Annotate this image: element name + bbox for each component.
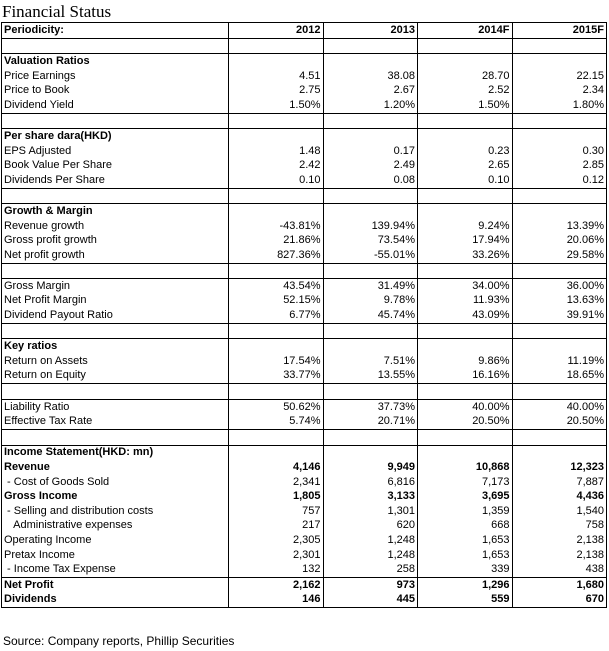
value-cell: 445	[323, 593, 418, 608]
spacer-cell	[418, 188, 513, 204]
value-cell: 40.00%	[418, 399, 513, 414]
value-cell: 559	[418, 593, 513, 608]
table-row	[2, 593, 607, 608]
row-label: Net profit growth	[2, 248, 229, 263]
value-cell: 0.12	[512, 173, 607, 188]
value-cell: 217	[229, 519, 324, 534]
row-label: Pretax Income	[2, 548, 229, 563]
row-label: Revenue growth	[2, 219, 229, 234]
spacer-cell	[418, 384, 513, 400]
value-cell: 2.67	[323, 83, 418, 98]
spacer-cell	[512, 113, 607, 129]
value-cell: 50.62%	[229, 399, 324, 414]
value-cell: 1,359	[418, 504, 513, 519]
empty-cell	[323, 339, 418, 354]
row-label: Price to Book	[2, 83, 229, 98]
table-row	[2, 369, 607, 384]
value-cell: 1,301	[323, 504, 418, 519]
value-cell: 20.50%	[418, 414, 513, 429]
value-cell: 9.24%	[418, 219, 513, 234]
table-row	[2, 489, 607, 504]
value-cell: 1,248	[323, 533, 418, 548]
row-label: - Income Tax Expense	[2, 562, 229, 577]
value-cell: 45.74%	[323, 308, 418, 323]
value-cell: 4.51	[229, 69, 324, 84]
year-header: 2013	[323, 23, 418, 39]
value-cell: 28.70	[418, 69, 513, 84]
row-label: Gross Income	[2, 489, 229, 504]
value-cell: 620	[323, 519, 418, 534]
value-cell: 339	[418, 562, 513, 577]
row-label: EPS Adjusted	[2, 144, 229, 159]
value-cell: 2.65	[418, 158, 513, 173]
value-cell: 1,296	[418, 577, 513, 592]
row-label: Return on Assets	[2, 354, 229, 369]
table-row	[2, 504, 607, 519]
value-cell: 4,436	[512, 489, 607, 504]
value-cell: 36.00%	[512, 279, 607, 294]
value-cell: 43.09%	[418, 308, 513, 323]
row-label: Return on Equity	[2, 369, 229, 384]
spacer-cell	[2, 323, 229, 339]
spacer-cell	[2, 384, 229, 400]
spacer-cell	[2, 113, 229, 129]
row-label: Dividend Payout Ratio	[2, 308, 229, 323]
table-row	[2, 144, 607, 159]
value-cell: 0.10	[229, 173, 324, 188]
value-cell: 973	[323, 577, 418, 592]
row-label: Revenue	[2, 460, 229, 475]
value-cell: 5.74%	[229, 414, 324, 429]
value-cell: 4,146	[229, 460, 324, 475]
empty-cell	[418, 129, 513, 144]
table-row	[2, 475, 607, 490]
spacer-cell	[512, 323, 607, 339]
value-cell: 2,341	[229, 475, 324, 490]
empty-cell	[323, 54, 418, 69]
table-row	[2, 294, 607, 309]
value-cell: 1,653	[418, 548, 513, 563]
table-row	[2, 354, 607, 369]
spacer-cell	[229, 188, 324, 204]
table-row	[2, 83, 607, 98]
empty-cell	[512, 54, 607, 69]
spacer-cell	[2, 188, 229, 204]
value-cell: 1,248	[323, 548, 418, 563]
value-cell: 38.08	[323, 69, 418, 84]
empty-cell	[512, 204, 607, 219]
value-cell: 1.20%	[323, 98, 418, 113]
spacer-cell	[323, 384, 418, 400]
section-header-row	[2, 129, 607, 144]
value-cell: 12,323	[512, 460, 607, 475]
value-cell: 2.34	[512, 83, 607, 98]
value-cell: 0.10	[418, 173, 513, 188]
spacer-cell	[323, 38, 418, 54]
value-cell: 1,680	[512, 577, 607, 592]
value-cell: 7.51%	[323, 354, 418, 369]
row-label: Gross Margin	[2, 279, 229, 294]
section-header-row	[2, 339, 607, 354]
value-cell: 1,653	[418, 533, 513, 548]
spacer-cell	[418, 113, 513, 129]
table-body	[2, 23, 607, 608]
value-cell: 17.94%	[418, 233, 513, 248]
section-title: Key ratios	[2, 339, 229, 354]
value-cell: 39.91%	[512, 308, 607, 323]
value-cell: 9.86%	[418, 354, 513, 369]
value-cell: 2.42	[229, 158, 324, 173]
value-cell: 2,305	[229, 533, 324, 548]
row-label: Effective Tax Rate	[2, 414, 229, 429]
spacer-cell	[323, 430, 418, 446]
value-cell: 757	[229, 504, 324, 519]
year-header: 2015F	[512, 23, 607, 39]
value-cell: 438	[512, 562, 607, 577]
value-cell: 1,540	[512, 504, 607, 519]
value-cell: -55.01%	[323, 248, 418, 263]
value-cell: 146	[229, 593, 324, 608]
spacer-cell	[229, 323, 324, 339]
value-cell: 3,695	[418, 489, 513, 504]
value-cell: 1.80%	[512, 98, 607, 113]
empty-cell	[512, 129, 607, 144]
spacer-cell	[323, 263, 418, 279]
value-cell: 3,133	[323, 489, 418, 504]
table-row	[2, 219, 607, 234]
value-cell: 1,805	[229, 489, 324, 504]
spacer-row	[2, 188, 607, 204]
spacer-cell	[512, 384, 607, 400]
row-label: Dividends	[2, 593, 229, 608]
value-cell: 6.77%	[229, 308, 324, 323]
value-cell: 21.86%	[229, 233, 324, 248]
value-cell: 13.63%	[512, 294, 607, 309]
empty-cell	[323, 204, 418, 219]
value-cell: 2.49	[323, 158, 418, 173]
value-cell: 43.54%	[229, 279, 324, 294]
empty-cell	[418, 339, 513, 354]
value-cell: 37.73%	[323, 399, 418, 414]
table-row	[2, 399, 607, 414]
table-row	[2, 562, 607, 577]
value-cell: 6,816	[323, 475, 418, 490]
spacer-cell	[512, 188, 607, 204]
section-header-row	[2, 54, 607, 69]
table-row	[2, 173, 607, 188]
value-cell: 22.15	[512, 69, 607, 84]
value-cell: 10,868	[418, 460, 513, 475]
value-cell: 132	[229, 562, 324, 577]
value-cell: 139.94%	[323, 219, 418, 234]
value-cell: 34.00%	[418, 279, 513, 294]
empty-cell	[323, 445, 418, 460]
value-cell: 0.30	[512, 144, 607, 159]
value-cell: 668	[418, 519, 513, 534]
spacer-row	[2, 113, 607, 129]
value-cell: 0.23	[418, 144, 513, 159]
row-label: - Cost of Goods Sold	[2, 475, 229, 490]
empty-cell	[323, 129, 418, 144]
table-row	[2, 158, 607, 173]
financial-table	[1, 22, 607, 608]
spacer-cell	[2, 263, 229, 279]
spacer-cell	[512, 38, 607, 54]
table-row	[2, 308, 607, 323]
value-cell: 11.93%	[418, 294, 513, 309]
section-title: Valuation Ratios	[2, 54, 229, 69]
row-label: - Selling and distribution costs	[2, 504, 229, 519]
section-header-row	[2, 445, 607, 460]
empty-cell	[229, 204, 324, 219]
spacer-cell	[418, 38, 513, 54]
table-row	[2, 279, 607, 294]
value-cell: 52.15%	[229, 294, 324, 309]
value-cell: 33.26%	[418, 248, 513, 263]
table-row	[2, 533, 607, 548]
row-label: Dividends Per Share	[2, 173, 229, 188]
row-label: Net Profit Margin	[2, 294, 229, 309]
row-label: Price Earnings	[2, 69, 229, 84]
value-cell: 2.85	[512, 158, 607, 173]
value-cell: 17.54%	[229, 354, 324, 369]
spacer-cell	[418, 263, 513, 279]
source-note: Source: Company reports, Phillip Securities	[3, 634, 235, 648]
value-cell: 1.50%	[418, 98, 513, 113]
spacer-cell	[229, 113, 324, 129]
spacer-cell	[323, 188, 418, 204]
table-row	[2, 69, 607, 84]
value-cell: -43.81%	[229, 219, 324, 234]
value-cell: 13.39%	[512, 219, 607, 234]
empty-cell	[229, 339, 324, 354]
value-cell: 258	[323, 562, 418, 577]
spacer-cell	[512, 263, 607, 279]
spacer-row	[2, 323, 607, 339]
year-header: 2014F	[418, 23, 513, 39]
value-cell: 7,173	[418, 475, 513, 490]
table-row	[2, 577, 607, 592]
row-label: Administrative expenses	[2, 519, 229, 534]
value-cell: 1.50%	[229, 98, 324, 113]
section-header-row	[2, 204, 607, 219]
table-row	[2, 519, 607, 534]
spacer-cell	[2, 38, 229, 54]
value-cell: 670	[512, 593, 607, 608]
empty-cell	[418, 445, 513, 460]
value-cell: 16.16%	[418, 369, 513, 384]
spacer-cell	[229, 38, 324, 54]
value-cell: 29.58%	[512, 248, 607, 263]
spacer-cell	[323, 323, 418, 339]
value-cell: 20.50%	[512, 414, 607, 429]
empty-cell	[512, 339, 607, 354]
spacer-cell	[418, 323, 513, 339]
empty-cell	[418, 54, 513, 69]
row-label: Book Value Per Share	[2, 158, 229, 173]
row-label: Gross profit growth	[2, 233, 229, 248]
table-row	[2, 233, 607, 248]
row-label: Operating Income	[2, 533, 229, 548]
spacer-cell	[512, 430, 607, 446]
spacer-cell	[229, 384, 324, 400]
section-title: Growth & Margin	[2, 204, 229, 219]
value-cell: 31.49%	[323, 279, 418, 294]
row-label: Liability Ratio	[2, 399, 229, 414]
table-row	[2, 548, 607, 563]
value-cell: 20.06%	[512, 233, 607, 248]
value-cell: 20.71%	[323, 414, 418, 429]
value-cell: 2,138	[512, 548, 607, 563]
table-row	[2, 460, 607, 475]
section-title: Income Statement(HKD: mn)	[2, 445, 229, 460]
spacer-cell	[229, 430, 324, 446]
page-title: Financial Status	[2, 2, 112, 21]
spacer-row	[2, 384, 607, 400]
value-cell: 0.08	[323, 173, 418, 188]
value-cell: 40.00%	[512, 399, 607, 414]
empty-cell	[229, 54, 324, 69]
value-cell: 0.17	[323, 144, 418, 159]
value-cell: 33.77%	[229, 369, 324, 384]
value-cell: 18.65%	[512, 369, 607, 384]
spacer-cell	[2, 430, 229, 446]
empty-cell	[512, 445, 607, 460]
spacer-cell	[229, 263, 324, 279]
spacer-row	[2, 263, 607, 279]
periodicity-label: Periodicity:	[2, 23, 229, 39]
spacer-cell	[323, 113, 418, 129]
value-cell: 13.55%	[323, 369, 418, 384]
table-row	[2, 414, 607, 429]
value-cell: 7,887	[512, 475, 607, 490]
value-cell: 1.48	[229, 144, 324, 159]
value-cell: 827.36%	[229, 248, 324, 263]
value-cell: 9,949	[323, 460, 418, 475]
value-cell: 2,301	[229, 548, 324, 563]
row-label: Dividend Yield	[2, 98, 229, 113]
value-cell: 2.52	[418, 83, 513, 98]
value-cell: 2,138	[512, 533, 607, 548]
empty-cell	[229, 129, 324, 144]
value-cell: 2,162	[229, 577, 324, 592]
empty-cell	[229, 445, 324, 460]
table-row	[2, 98, 607, 113]
value-cell: 758	[512, 519, 607, 534]
value-cell: 2.75	[229, 83, 324, 98]
spacer-row	[2, 430, 607, 446]
header-row	[2, 23, 607, 39]
year-header: 2012	[229, 23, 324, 39]
spacer-row	[2, 38, 607, 54]
value-cell: 11.19%	[512, 354, 607, 369]
empty-cell	[418, 204, 513, 219]
table-row	[2, 248, 607, 263]
value-cell: 73.54%	[323, 233, 418, 248]
value-cell: 9.78%	[323, 294, 418, 309]
spacer-cell	[418, 430, 513, 446]
section-title: Per share dara(HKD)	[2, 129, 229, 144]
row-label: Net Profit	[2, 577, 229, 592]
